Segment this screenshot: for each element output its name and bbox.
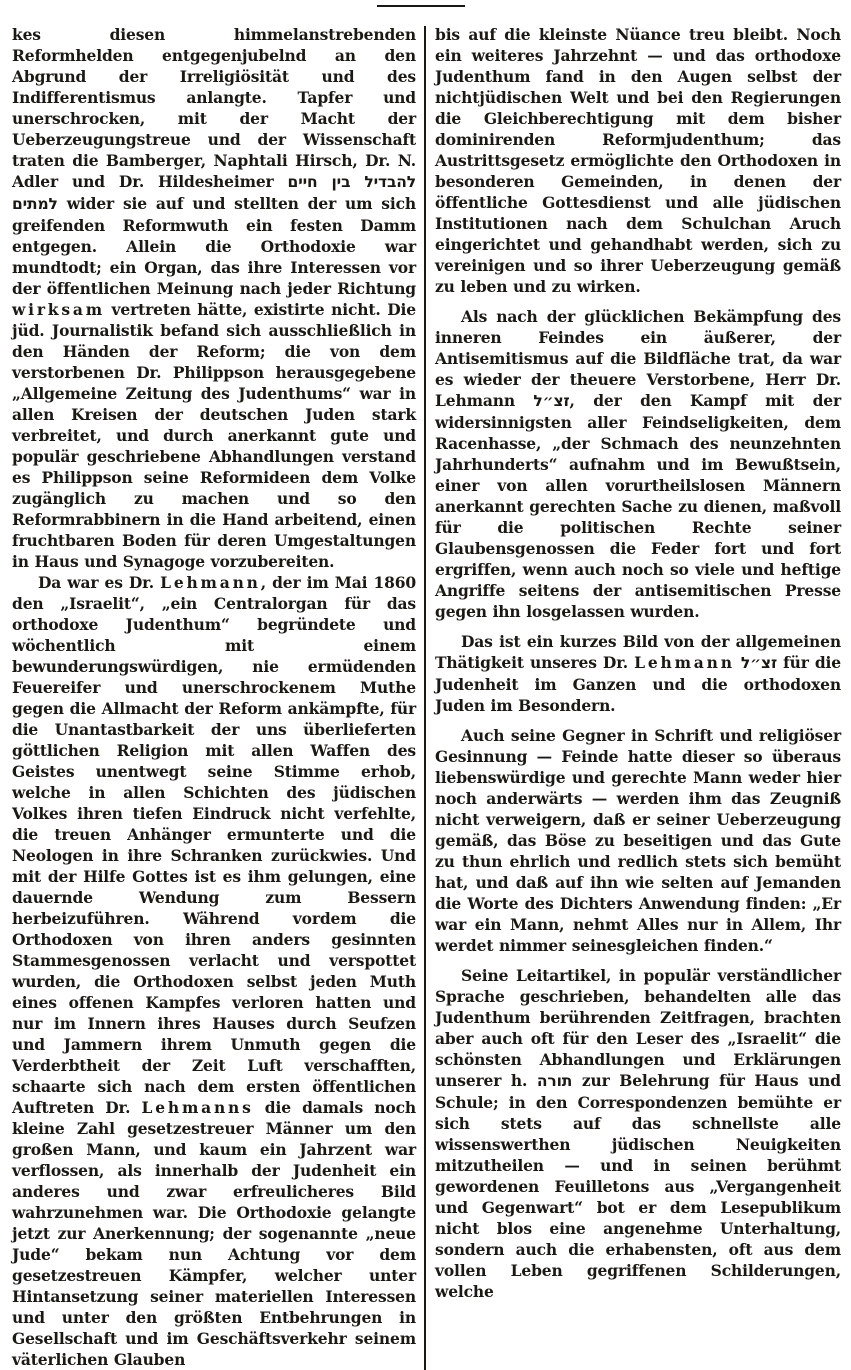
- text-segment: Da war es Dr.: [38, 573, 161, 592]
- paragraph: [12, 24, 416, 572]
- hebrew-text-segment: זצ״ל: [533, 392, 570, 410]
- hebrew-text-segment: תורה: [536, 1072, 573, 1090]
- text-segment: Lehmann: [160, 573, 261, 592]
- paragraph: [12, 572, 416, 1370]
- hebrew-text-segment: זצ״ל: [740, 654, 777, 672]
- text-segment: Das ist ein kurzes Bild von der allgemeinen Thätigkeit unseres Dr.: [435, 632, 841, 672]
- text-segment: kes diesen himmelanstrebenden Reformhelden entgegenjubelnd an den Abgrund der Irreligiösität und des Indifferentismus anlangte. Tapfer und unerschrocken, mit der Macht der Ueberzeugungstreue und der Wissenschaft traten die Bamberger, Naphtali Hirsch, Dr. N. Adler und Dr. Hildesheimer: [12, 25, 416, 191]
- text-segment: Lehmann: [634, 653, 735, 672]
- text-segment: Auch seine Gegner in Schrift und religiöser Gesinnung — Feinde hatte dieser so überaus liebenswürdige und gerechte Mann weder hier noch anderwärts — werden ihm das Zeugniß nicht verweigern, daß er seiner Ueberzeugung gemäß, das Böse zu beseitigen und das Gute zu thun ehrlich und redlich stets sich bemüht hat, und daß auf ihn wie selten auf Jemanden die Worte des Dichters Anwendung finden: „Er war ein Mann, nehmt Alles nur in Allem, Ihr werdet nimmer seinesgleichen finden.“: [435, 726, 841, 955]
- text-segment: wider sie auf und stellten der um sich greifenden Reformwuth ein festen Damm entgegen. Allein die Orthodoxie war mundtodt; ein Organ, das ihre Interessen vor der öffentlichen Meinung nach jeder Richtung: [12, 194, 416, 298]
- text-segment: für die Judenheit im Ganzen und die orthodoxen Juden im Besondern.: [435, 653, 841, 715]
- text-segment: , der im Mai 1860 den „Israelit“, „ein Centralorgan für das orthodoxe Judenthum“ begründete und wöchentlich mit einem bewunderungswürdigen, nie ermüdenden Feuereifer und unerschrockenem Muthe gegen die Allmacht der Reform ankämpfte, für die Unantastbarkeit der uns überlieferten göttlichen Religion mit allen Waffen des Geistes unentwegt seine Stimme erhob, welche in allen Schichten des jüdischen Volkes ihren tiefen Eindruck nicht verfehlte, die treuen Anhänger ermunterte und die Neologen in ihre Schranken zurückwies. Und mit der Hilfe Gottes ist es ihm gelungen, eine dauernde Wendung zum Bessern herbeizuführen. Während vordem die Orthodoxen von ihren anders gesinnten Stammesgenossen verlacht und verspottet wurden, die Orthodoxen selbst jeden Muth eines offenen Kampfes verloren hatten und nur im Innern ihres Hauses durch Seufzen und Jammern ihrem Unmuth gegen die Verderbtheit der Zeit Luft verschafften, schaarte sich nach dem ersten öffentlichen Auftreten Dr.: [12, 573, 416, 1117]
- text-segment: Seine Leitartikel, in populär verständlicher Sprache geschrieben, behandelten alle das Judenthum berührenden Zeitfragen, brachten aber auch oft für den Leser des „Israelit“ die schönsten Abhandlungen und Erklärungen unserer h.: [435, 966, 841, 1090]
- paragraph: [435, 631, 841, 716]
- text-segment: vertreten hätte, existirte nicht. Die jüd. Journalistik befand sich ausschließlich in den Händen der Reform; die von dem verstorbenen Dr. Philippson herausgegebene „Allgemeine Zeitung des Judenthums“ war in allen Kreisen der deutschen Juden stark verbreitet, und durch anerkannt gute und populär geschriebene Abhandlungen verstand es Philippson seine Reformideen dem Volke zugänglich zu machen und so den Reformrabbinern in die Hand arbeitend, einen fruchtbaren Boden für deren Umgestaltungen in Haus und Synagoge vorzubereiten.: [12, 300, 416, 571]
- paragraph: [435, 965, 841, 1302]
- text-segment: Als nach der glücklichen Bekämpfung des inneren Feindes ein äußerer, der Antisemitismus auf die Bildfläche trat, da war es wieder der theuere Verstorbene, Herr Dr. Lehmann: [435, 307, 841, 410]
- paragraph: [435, 306, 841, 622]
- hebrew-text-segment: להבדיל בין חיים למתים: [12, 173, 417, 213]
- text-segment: die damals noch kleine Zahl gesetzestreuer Männer um den großen Mann, und kaum ein Jahrzent war verflossen, als innerhalb der Judenheit ein anderes und zwar erfreulicheres Bild wahrzunehmen war. Die Orthodoxie gelangte jetzt zur Anerkennung; der sogenannte „neue Jude“ bekam nun Achtung vor dem gesetzestreuen Kämpfer, welcher unter Hintansetzung seiner materiellen Interessen und unter den größten Entbehrungen in Gesellschaft und im Geschäftsverkehr seinem väterlichen Glauben: [12, 1098, 416, 1369]
- text-segment: zur Belehrung für Haus und Schule; in den Correspondenzen bemühte er sich stets auf das schnellste alle wissenswerthen jüdischen Neuigkeiten mitzutheilen — und in seinen berühmt gewordenen Feuilletons aus „Vergangenheit und Gegenwart“ bot er dem Lesepublikum nicht blos eine angenehme Unterhaltung, sondern auch die erhabensten, oft aus dem vollen Leben gegriffenen Schilderungen, welche: [435, 1071, 841, 1301]
- text-segment: , der den Kampf mit der widersinnigsten aller Feindseligkeiten, dem Racenhasse, „der Schmach des neunzehnten Jahrhunderts“ aufnahm und im Bewußtsein, einer von allen vorurtheilslosen Männern anerkannt gerechten Sache zu dienen, maßvoll für die politischen Rechte seiner Glaubensgenossen die Feder fort und fort ergriffen, wenn auch noch so viele und heftige Angriffe seitens der antisemitischen Presse gegen ihn losgelassen wurden.: [435, 391, 841, 621]
- text-segment: wirksam: [12, 300, 105, 319]
- paragraph: [435, 725, 841, 956]
- paragraph: [435, 24, 841, 297]
- article-columns: [12, 24, 851, 1370]
- section-divider-rule: [377, 5, 465, 7]
- text-segment: Lehmanns: [141, 1098, 254, 1117]
- text-segment: bis auf die kleinste Nüance treu bleibt. Noch ein weiteres Jahrzehnt — und das orthodoxe Judenthum fand in den Augen selbst der nichtjüdischen Welt und bei den Regierungen die Gleichberechtigung mit dem bisher dominirenden Reformjudenthum; das Austrittsgesetz ermöglichte den Orthodoxen in besonderen Gemeinden, in denen der öffentliche Gottesdienst und alle jüdischen Institutionen nach dem Schulchan Aruch eingerichtet und gehandhabt werden, sich zu vereinigen und so ihrer Ueberzeugung gemäß zu leben und zu wirken.: [435, 25, 841, 296]
- column-right: [435, 24, 841, 1370]
- column-divider-rule: [424, 26, 426, 1370]
- column-left: [12, 24, 416, 1370]
